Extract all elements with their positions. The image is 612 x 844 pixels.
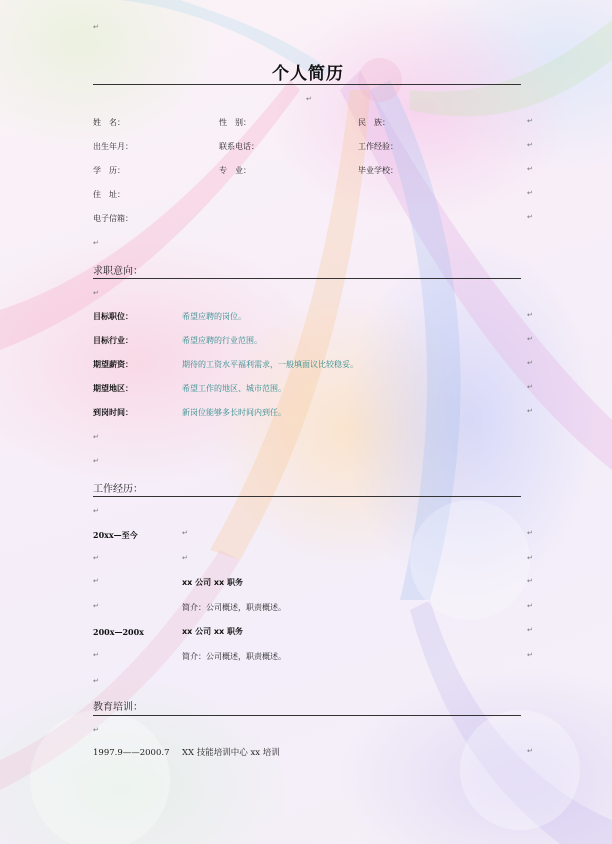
intent-label-region: 期望地区： <box>93 384 133 393</box>
paragraph-mark: ↵ <box>93 289 99 297</box>
work-company-2: xx 公司 xx 职务 <box>182 627 243 636</box>
cell-mark: ↵ <box>527 626 533 634</box>
cell-mark: ↵ <box>527 189 533 197</box>
cell-mark: ↵ <box>527 651 533 659</box>
cell-mark: ↵ <box>527 554 533 562</box>
cell-mark: ↵ <box>527 213 533 221</box>
cell-mark: ↵ <box>527 602 533 610</box>
paragraph-mark: ↵ <box>306 95 312 103</box>
education-label: 学 历： <box>93 166 125 175</box>
work-period-2: 200x—200x <box>93 627 144 637</box>
work-history-heading: 工作经历： <box>93 484 143 495</box>
paragraph-mark: ↵ <box>93 507 99 515</box>
paragraph-mark: ↵ <box>93 677 99 685</box>
education-heading: 教育培训： <box>93 702 143 713</box>
cell-mark: ↵ <box>527 165 533 173</box>
paragraph-mark: ↵ <box>93 457 99 465</box>
cell-mark: ↵ <box>527 117 533 125</box>
intent-label-position: 目标职位： <box>93 312 133 321</box>
intent-label-salary: 期望薪资： <box>93 360 133 369</box>
intent-value-position: 希望应聘的岗位。 <box>182 312 246 321</box>
work-intro-2: 简介：公司概述，职责概述。 <box>182 652 286 661</box>
ethnicity-label: 民 族： <box>358 118 390 127</box>
paragraph-mark: ↵ <box>93 433 99 441</box>
intent-label-industry: 目标行业： <box>93 336 133 345</box>
cell-mark: ↵ <box>93 554 99 562</box>
paragraph-mark: ↵ <box>93 726 99 734</box>
education-rule <box>93 715 521 716</box>
cell-mark: ↵ <box>93 651 99 659</box>
cell-mark: ↵ <box>527 335 533 343</box>
work-exp-label: 工作经验： <box>358 142 398 151</box>
paragraph-mark: ↵ <box>93 239 99 247</box>
cell-mark: ↵ <box>527 359 533 367</box>
intent-value-salary: 期待的工资水平福利需求，一般填面议比较稳妥。 <box>182 360 358 369</box>
work-company-1: xx 公司 xx 职务 <box>182 578 243 587</box>
work-period-1: 20xx—至今 <box>93 530 138 540</box>
major-label: 专 业： <box>219 166 251 175</box>
cell-mark: ↵ <box>527 529 533 537</box>
page-title: 个人简历 <box>272 64 344 84</box>
paragraph-mark: ↵ <box>93 23 99 31</box>
cell-mark: ↵ <box>527 141 533 149</box>
cell-mark: ↵ <box>527 383 533 391</box>
school-label: 毕业学校： <box>358 166 398 175</box>
cell-mark: ↵ <box>182 529 188 537</box>
name-label: 姓 名： <box>93 118 125 127</box>
cell-mark: ↵ <box>182 554 188 562</box>
birth-label: 出生年月： <box>93 142 133 151</box>
email-label: 电子信箱： <box>93 214 133 223</box>
education-period: 1997.9——2000.7 <box>93 748 170 758</box>
cell-mark: ↵ <box>527 577 533 585</box>
address-label: 住 址： <box>93 190 125 199</box>
cell-mark: ↵ <box>527 407 533 415</box>
job-intent-rule <box>93 278 521 279</box>
work-intro-1: 简介：公司概述，职责概述。 <box>182 603 286 612</box>
gender-label: 性 别： <box>219 118 251 127</box>
intent-value-start: 新岗位能够多长时间内到任。 <box>182 408 286 417</box>
phone-label: 联系电话： <box>219 142 259 151</box>
cell-mark: ↵ <box>93 602 99 610</box>
intent-label-start: 到岗时间： <box>93 408 133 417</box>
intent-value-region: 希望工作的地区、城市范围。 <box>182 384 286 393</box>
cell-mark: ↵ <box>93 577 99 585</box>
cell-mark: ↵ <box>527 311 533 319</box>
education-detail: XX 技能培训中心 xx 培训 <box>182 748 280 758</box>
intent-value-industry: 希望应聘的行业范围。 <box>182 336 262 345</box>
job-intent-heading: 求职意向： <box>93 266 143 277</box>
title-rule <box>93 84 521 85</box>
cell-mark: ↵ <box>527 747 533 755</box>
work-history-rule <box>93 496 521 497</box>
